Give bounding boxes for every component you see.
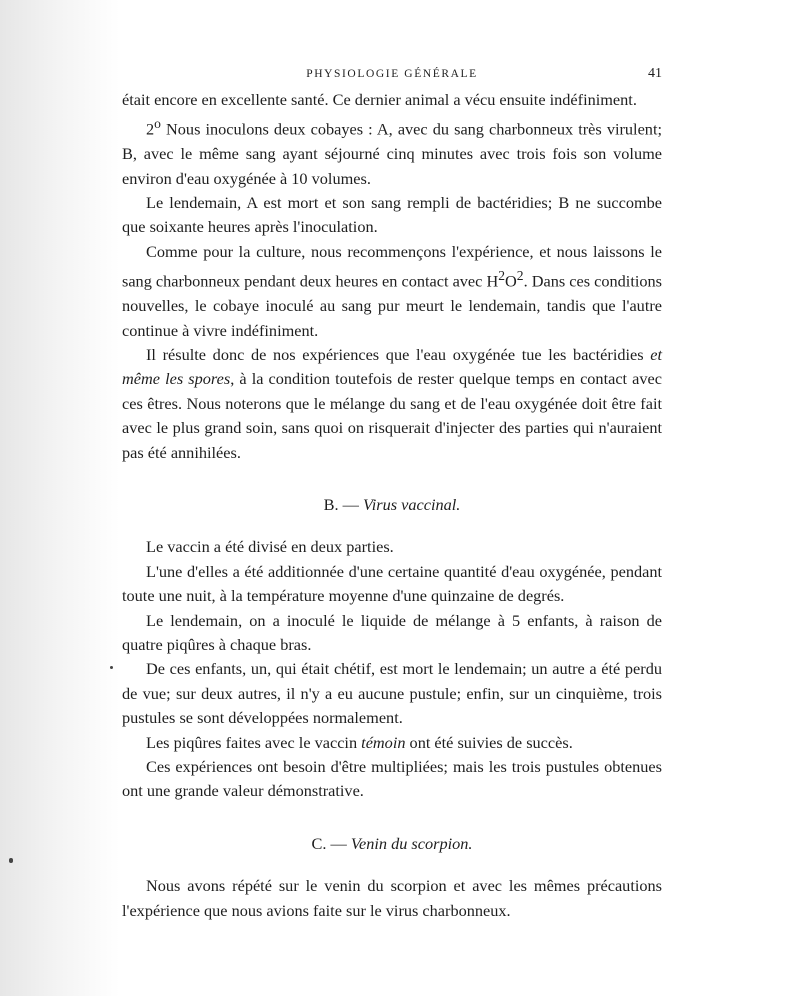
section-letter: C. —: [311, 833, 351, 853]
section-heading-b: [122, 493, 662, 517]
running-title: PHYSIOLOGIE GÉNÉRALE: [306, 68, 478, 80]
paragraph: De ces enfants, un, qui était chétif, est mort le lendemain; un autre a été perdu de vue; sur deux autres, il n'y a eu aucune pustule; enfin, sur un cinquième, trois pustules se sont développées normalement.: [122, 659, 662, 728]
paragraph: L'une d'elles a été additionnée d'une certaine quantité d'eau oxygénée, pendant toute une nuit, à la température moyenne d'une quinzaine de degrés.: [122, 561, 662, 606]
section-letter: B. —: [323, 494, 363, 514]
paragraph: Le lendemain, on a inoculé le liquide de mélange à 5 enfants, à raison de quatre piqûres à chaque bras.: [122, 610, 662, 654]
page-number: 41: [648, 66, 662, 81]
section-title: Virus vaccinal.: [362, 494, 461, 514]
paragraph: Les piqûres faites avec le vaccin témoin ont été suivies de succès.: [146, 732, 573, 752]
margin-speck: [9, 858, 13, 863]
book-page: [122, 60, 662, 923]
section-heading-c: [122, 832, 662, 856]
paragraph: 2$^o$ Nous inoculons deux cobayes : A, avec du sang charbonneux très virulent; B, avec le même sang ayant séjourné cinq minutes avec trois fois son volume environ d'eau oxygénée à 10 volumes.: [122, 116, 662, 188]
paragraph: était encore en excellente santé. Ce dernier animal a vécu ensuite indéfiniment.: [122, 90, 637, 109]
page-gutter-shadow: [0, 0, 120, 996]
paragraph: Ces expériences ont besoin d'être multipliées; mais les trois pustules obtenues ont une grande valeur démonstrative.: [122, 757, 662, 801]
paragraph: Le lendemain, A est mort et son sang rempli de bactéridies; B ne succombe que soixante heures après l'inoculation.: [122, 193, 662, 237]
paragraph: Comme pour la culture, nous recommençons l'expérience, et nous laissons le sang charbonneux pendant deux heures en contact avec $H^2O^2$. Dans ces conditions nouvelles, le cobaye inoculé au sang pur meurt le lendemain, tandis que l'autre continue à vivre indéfiniment.: [122, 241, 662, 340]
paragraph: Nous avons répété sur le venin du scorpion et avec les mêmes précautions l'expérience que nous avions faite sur le virus charbonneux.: [122, 876, 662, 920]
margin-speck: [110, 666, 113, 669]
paragraph: Il résulte donc de nos expériences que l'eau oxygénée tue les bactéridies et même les spores, à la condition toutefois de rester quelque temps en contact avec ces êtres. Nous noterons que le mélange du sang et de l'eau oxygénée doit être fait avec le plus grand soin, sans quoi on risquerait d'injecter des parties qui n'auraient pas été annihilées.: [122, 344, 663, 462]
paragraph: Le vaccin a été divisé en deux parties.: [146, 537, 394, 557]
section-title: Venin du scorpion.: [350, 833, 473, 853]
running-head: [122, 60, 662, 88]
